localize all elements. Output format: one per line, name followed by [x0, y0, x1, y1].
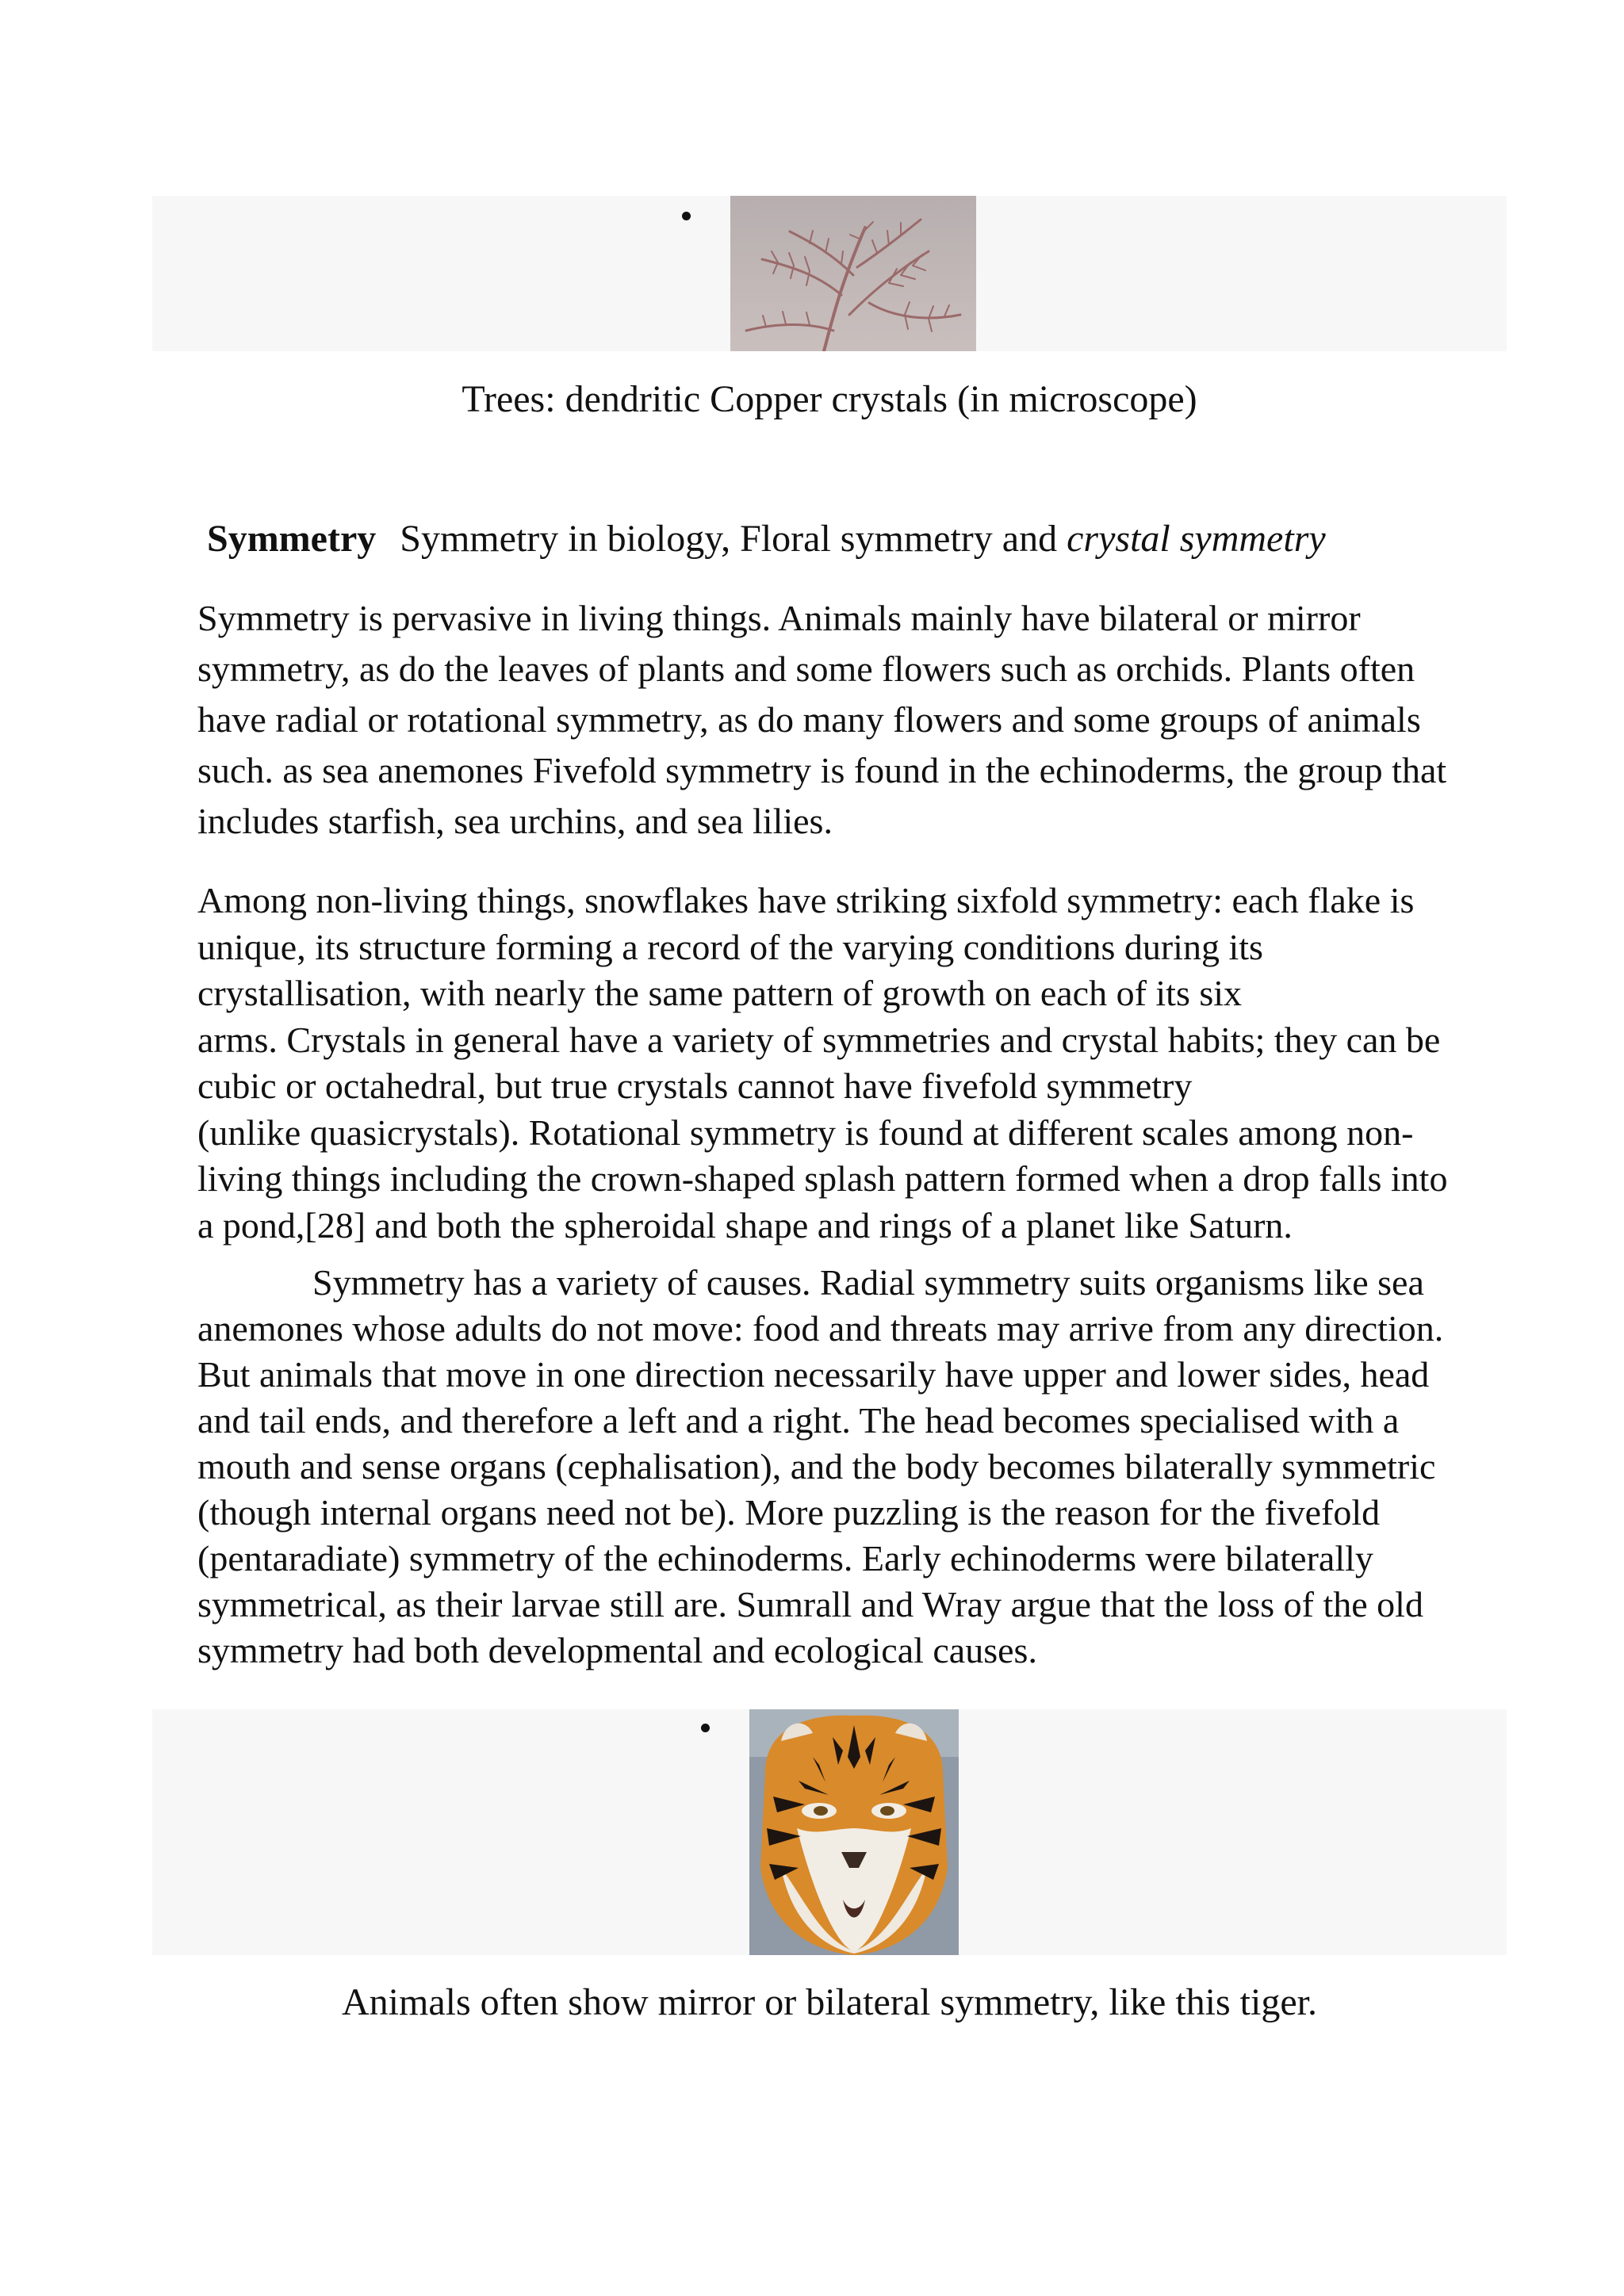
- paragraph-line: have radial or rotational symmetry, as do many flowers and some groups of animals: [197, 699, 1421, 740]
- paragraph-line: (pentaradiate) symmetry of the echinoderms. Early echinoderms were bilaterally: [197, 1538, 1373, 1578]
- paragraph-line: symmetry had both developmental and ecological causes.: [197, 1630, 1037, 1670]
- paragraph-line: (though internal organs need not be). More puzzling is the reason for the fivefold: [197, 1492, 1381, 1533]
- heading-text: Symmetry in biology, Floral symmetry and: [400, 518, 1067, 560]
- heading-bold-term: Symmetry: [207, 518, 377, 560]
- paragraph-line: arms. Crystals in general have a variety of symmetries and crystal habits; they can be: [197, 1019, 1441, 1060]
- copper-crystals-image: [730, 196, 976, 351]
- paragraph-line: crystallisation, with nearly the same pattern of growth on each of its six: [197, 973, 1243, 1013]
- paragraph-line: such. as sea anemones Fivefold symmetry is found in the echinoderms, the group that: [197, 750, 1447, 790]
- tiger-image: [749, 1709, 959, 1955]
- paragraph-line: anemones whose adults do not move: food and threats may arrive from any direction.: [197, 1308, 1444, 1349]
- paragraph-line: a pond,[28] and both the spheroidal shape and rings of a planet like Saturn.: [197, 1204, 1293, 1246]
- figure-caption-tiger: Animals often show mirror or bilateral symmetry, like this tiger.: [342, 1981, 1317, 2023]
- paragraph-2: [197, 878, 1514, 1249]
- paragraph-line: includes starfish, sea urchins, and sea lilies.: [197, 801, 833, 841]
- list-bullet: [682, 212, 691, 220]
- paragraph-line: symmetry, as do the leaves of plants and some flowers such as orchids. Plants often: [197, 649, 1415, 689]
- paragraph-line: But animals that move in one direction necessarily have upper and lower sides, head: [197, 1354, 1430, 1395]
- paragraph-line: Symmetry has a variety of causes. Radial symmetry suits organisms like sea: [312, 1262, 1424, 1303]
- paragraph-line: Among non-living things, snowflakes have striking sixfold symmetry: each flake is: [197, 880, 1415, 920]
- paragraph-line: (unlike quasicrystals). Rotational symmetry is found at different scales among non-: [197, 1112, 1414, 1153]
- paragraph-3: [197, 1260, 1514, 1674]
- list-bullet: [701, 1724, 710, 1732]
- heading-italic-term: crystal symmetry: [1067, 518, 1326, 560]
- paragraph-1: [197, 593, 1514, 847]
- paragraph-line: living things including the crown-shaped splash pattern formed when a drop falls into: [197, 1158, 1448, 1199]
- figure-caption-copper: Trees: dendritic Copper crystals (in microscope): [462, 378, 1197, 420]
- paragraph-line: cubic or octahedral, but true crystals cannot have fivefold symmetry: [197, 1066, 1193, 1106]
- paragraph-line: mouth and sense organs (cephalisation), and the body becomes bilaterally symmetric: [197, 1446, 1436, 1487]
- paragraph-line: and tail ends, and therefore a left and a right. The head becomes specialised with a: [197, 1400, 1400, 1441]
- paragraph-line: Symmetry is pervasive in living things. Animals mainly have bilateral or mirror: [197, 598, 1361, 638]
- paragraph-line: unique, its structure forming a record of the varying conditions during its: [197, 926, 1263, 967]
- paragraph-line: symmetrical, as their larvae still are. Sumrall and Wray argue that the loss of the old: [197, 1584, 1423, 1624]
- section-heading: [207, 517, 1326, 561]
